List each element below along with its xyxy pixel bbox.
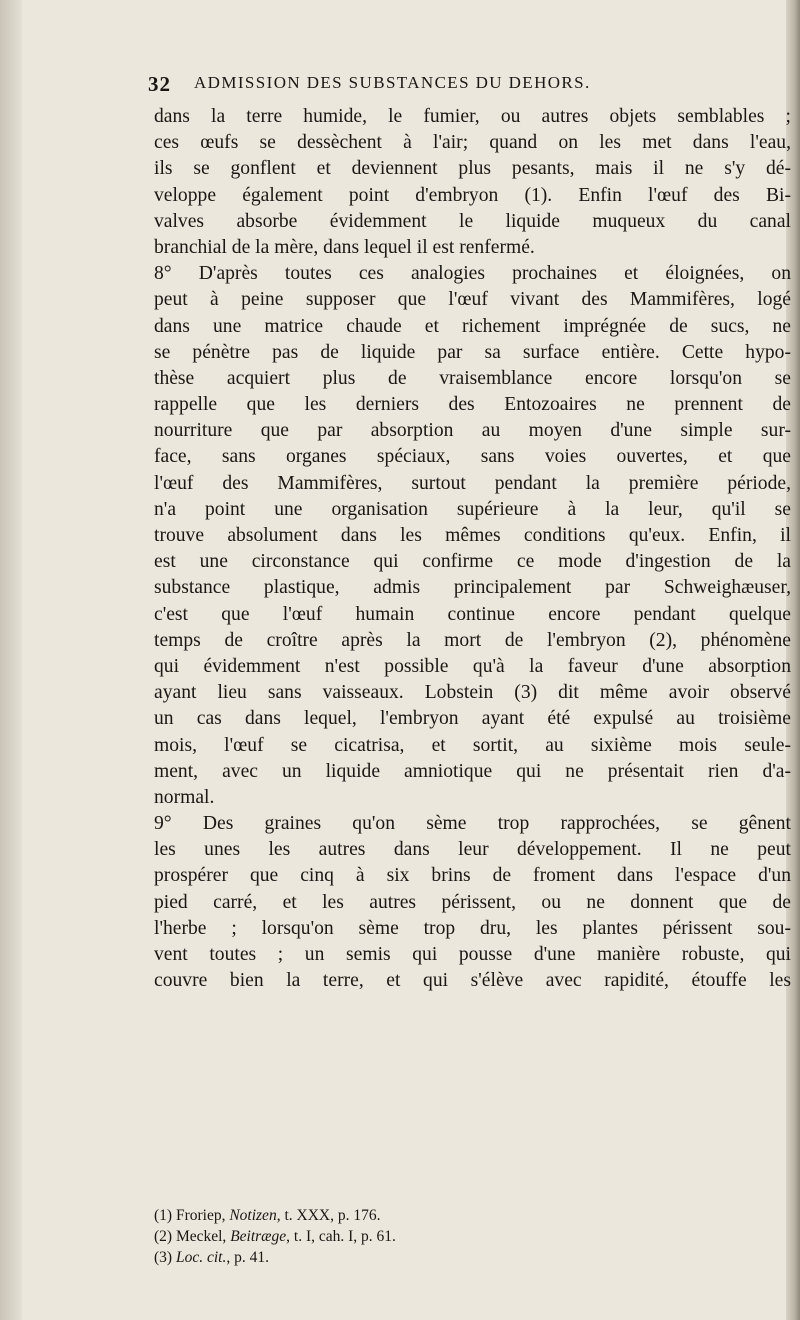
- footnote-title: Beitræge: [230, 1228, 287, 1245]
- text-line: nourriture que par absorption au moyen d'une simple sur-: [154, 420, 791, 442]
- text-line: couvre bien la terre, et qui s'élève avec rapidité, étouffe les: [154, 970, 791, 992]
- footnote: [154, 1226, 714, 1247]
- text-line: normal.: [154, 786, 215, 808]
- text-line: rappelle que les derniers des Entozoaires ne prennent de: [154, 394, 791, 416]
- footnote-title: Loc. cit.: [175, 1249, 227, 1266]
- footnote-suffix: , p. 41.: [226, 1249, 269, 1266]
- text-line: ils se gonflent et deviennent plus pesants, mais il ne s'y dé-: [154, 158, 791, 180]
- page-number: 32: [148, 72, 171, 96]
- text-line: 8° D'après toutes ces analogies prochaines et éloignées, on: [154, 263, 791, 285]
- text-line: un cas dans lequel, l'embryon ayant été expulsé au troisième: [154, 708, 791, 730]
- text-line: temps de croître après la mort de l'embryon (2), phénomène: [154, 629, 791, 651]
- text-line: face, sans organes spéciaux, sans voies ouvertes, et que: [154, 446, 791, 468]
- text-line: branchial de la mère, dans lequel il est renfermé.: [154, 236, 535, 258]
- text-line: dans la terre humide, le fumier, ou autres objets semblables ;: [154, 106, 791, 127]
- text-line: mois, l'œuf se cicatrisa, et sortit, au sixième mois seule-: [154, 734, 791, 756]
- text-line: valves absorbe évidemment le liquide muqueux du canal: [154, 210, 791, 232]
- text-line: ment, avec un liquide amniotique qui ne présentait rien d'a-: [154, 760, 791, 782]
- text-line: ayant lieu sans vaisseaux. Lobstein (3) dit même avoir observé: [154, 682, 791, 704]
- body-text: [154, 104, 791, 994]
- text-line: trouve absolument dans les mêmes conditions qu'eux. Enfin, il: [154, 525, 791, 546]
- text-line: vent toutes ; un semis qui pousse d'une manière robuste, qui: [154, 944, 791, 965]
- footnote: [154, 1247, 714, 1268]
- running-title: ADMISSION DES SUBSTANCES DU DEHORS.: [194, 73, 591, 92]
- text-line: est une circonstance qui confirme ce mode d'ingestion de la: [154, 551, 791, 573]
- text-line: se pénètre pas de liquide par sa surface entière. Cette hypo-: [154, 341, 791, 363]
- text-line: l'herbe ; lorsqu'on sème trop dru, les plantes périssent sou-: [154, 917, 791, 939]
- text-line: qui évidemment n'est possible qu'à la faveur d'une absorption: [154, 655, 791, 677]
- footnote-title: Notizen: [229, 1207, 277, 1224]
- binding-shadow: [0, 0, 22, 1320]
- footnote-suffix: , t. I, cah. I, p. 61.: [286, 1228, 396, 1245]
- text-line: 9° Des graines qu'on sème trop rapprochées, se gênent: [154, 813, 791, 835]
- footnote-prefix: (2) Meckel,: [154, 1228, 231, 1245]
- text-line: peut à peine supposer que l'œuf vivant des Mammifères, logé: [154, 289, 791, 311]
- footnote-prefix: (3): [154, 1249, 176, 1266]
- text-line: veloppe également point d'embryon (1). Enfin l'œuf des Bi-: [154, 184, 791, 206]
- text-line: les unes les autres dans leur développement. Il ne peut: [154, 839, 791, 861]
- text-line: ces œufs se dessèchent à l'air; quand on les met dans l'eau,: [154, 132, 791, 154]
- footnotes: [154, 1205, 714, 1268]
- text-line: prospérer que cinq à six brins de froment dans l'espace d'un: [154, 865, 791, 887]
- footnote: [154, 1205, 714, 1226]
- text-line: thèse acquiert plus de vraisemblance encore lorsqu'on se: [154, 367, 791, 389]
- text-line: substance plastique, admis principalement par Schweighæuser,: [154, 577, 791, 599]
- text-line: l'œuf des Mammifères, surtout pendant la première période,: [154, 472, 791, 494]
- text-line: c'est que l'œuf humain continue encore pendant quelque: [154, 603, 791, 625]
- running-head: [148, 72, 748, 98]
- footnote-prefix: (1) Froriep,: [154, 1207, 230, 1224]
- text-line: pied carré, et les autres périssent, ou ne donnent que de: [154, 891, 791, 913]
- footnote-suffix: , t. XXX, p. 176.: [276, 1207, 381, 1224]
- text-line: dans une matrice chaude et richement imprégnée de sucs, ne: [154, 315, 791, 337]
- text-line: n'a point une organisation supérieure à la leur, qu'il se: [154, 498, 791, 520]
